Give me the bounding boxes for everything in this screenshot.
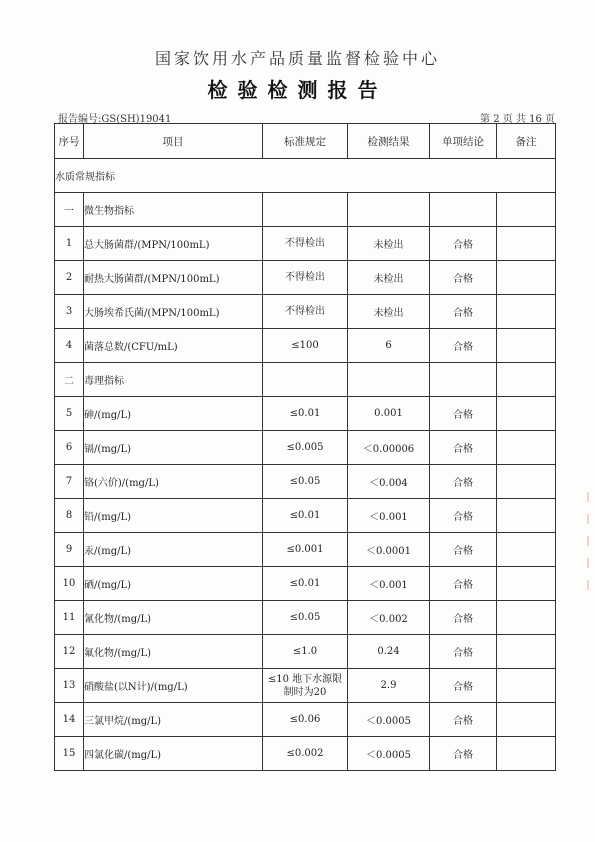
test-result: 6 (348, 329, 430, 363)
standard-value: ≤0.06 (263, 703, 348, 737)
conclusion: 合格 (430, 635, 497, 669)
remark (497, 329, 556, 363)
table-header-row (55, 124, 556, 159)
empty-cell (348, 363, 430, 397)
conclusion: 合格 (430, 737, 497, 771)
test-item: 氟化物/(mg/L) (84, 635, 263, 669)
col-header-no: 序号 (55, 124, 84, 159)
group-row (55, 193, 556, 227)
conclusion: 合格 (430, 227, 497, 261)
test-item: 氰化物/(mg/L) (84, 601, 263, 635)
test-result: 0.24 (348, 635, 430, 669)
conclusion: 合格 (430, 431, 497, 465)
group-name: 微生物指标 (84, 193, 263, 227)
report-title: 检验检测报告 (207, 78, 388, 102)
test-item: 耐热大肠菌群/(MPN/100mL) (84, 261, 263, 295)
table-row (55, 499, 556, 533)
remark (497, 261, 556, 295)
row-number: 1 (55, 227, 84, 261)
table-row (55, 601, 556, 635)
col-header-remark: 备注 (497, 124, 556, 159)
remark (497, 635, 556, 669)
test-result: 0.001 (348, 397, 430, 431)
conclusion: 合格 (430, 669, 497, 703)
row-number: 12 (55, 635, 84, 669)
remark (497, 737, 556, 771)
row-number: 13 (55, 669, 84, 703)
row-number: 14 (55, 703, 84, 737)
section-row (55, 159, 556, 193)
empty-cell (430, 193, 497, 227)
standard-value: 不得检出 (263, 261, 348, 295)
empty-cell (263, 193, 348, 227)
table-row (55, 397, 556, 431)
group-row (55, 363, 556, 397)
scan-edge-marks (585, 480, 591, 620)
conclusion: 合格 (430, 601, 497, 635)
group-index: 二 (55, 363, 84, 397)
table-row (55, 533, 556, 567)
standard-value: ≤100 (263, 329, 348, 363)
section-title: 水质常规指标 (55, 159, 556, 193)
table-row (55, 227, 556, 261)
row-number: 9 (55, 533, 84, 567)
conclusion: 合格 (430, 499, 497, 533)
standard-value: ≤0.002 (263, 737, 348, 771)
row-number: 4 (55, 329, 84, 363)
test-result: 2.9 (348, 669, 430, 703)
report-number: 报告编号:GS(SH)19041 (58, 114, 172, 125)
col-header-conclusion: 单项结论 (430, 124, 497, 159)
table-row (55, 703, 556, 737)
org-name: 国家饮用水产品质量监督检验中心 (154, 49, 440, 68)
empty-cell (497, 193, 556, 227)
test-item: 砷/(mg/L) (84, 397, 263, 431)
empty-cell (263, 363, 348, 397)
col-header-item: 项目 (84, 124, 263, 159)
standard-value: ≤10 地下水源限制时为20 (263, 669, 348, 703)
standard-value: 不得检出 (263, 227, 348, 261)
remark (497, 669, 556, 703)
conclusion: 合格 (430, 295, 497, 329)
table-body (55, 159, 556, 771)
row-number: 7 (55, 465, 84, 499)
remark (497, 533, 556, 567)
table-row (55, 737, 556, 771)
row-number: 10 (55, 567, 84, 601)
test-item: 铅/(mg/L) (84, 499, 263, 533)
row-number: 5 (55, 397, 84, 431)
standard-value: 不得检出 (263, 295, 348, 329)
table-row (55, 465, 556, 499)
empty-cell (430, 363, 497, 397)
remark (497, 295, 556, 329)
remark (497, 465, 556, 499)
test-result: ＜0.0005 (348, 703, 430, 737)
conclusion: 合格 (430, 465, 497, 499)
empty-cell (497, 363, 556, 397)
row-number: 3 (55, 295, 84, 329)
test-result: 未检出 (348, 261, 430, 295)
table-row (55, 567, 556, 601)
row-number: 15 (55, 737, 84, 771)
remark (497, 227, 556, 261)
conclusion: 合格 (430, 329, 497, 363)
standard-value: ≤1.0 (263, 635, 348, 669)
standard-value: ≤0.01 (263, 567, 348, 601)
test-result: ＜0.0005 (348, 737, 430, 771)
remark (497, 431, 556, 465)
standard-value: ≤0.005 (263, 431, 348, 465)
table-row (55, 669, 556, 703)
conclusion: 合格 (430, 533, 497, 567)
table-row (55, 635, 556, 669)
results-table (54, 123, 556, 771)
test-item: 菌落总数/(CFU/mL) (84, 329, 263, 363)
page-number: 第 2 页 共 16 页 (480, 114, 555, 125)
remark (497, 601, 556, 635)
test-item: 硒/(mg/L) (84, 567, 263, 601)
empty-cell (348, 193, 430, 227)
conclusion: 合格 (430, 397, 497, 431)
row-number: 6 (55, 431, 84, 465)
remark (497, 499, 556, 533)
test-item: 硝酸盐(以N计)/(mg/L) (84, 669, 263, 703)
test-result: 未检出 (348, 295, 430, 329)
standard-value: ≤0.01 (263, 499, 348, 533)
standard-value: ≤0.05 (263, 601, 348, 635)
table-row (55, 329, 556, 363)
test-item: 三氯甲烷/(mg/L) (84, 703, 263, 737)
test-result: ＜0.004 (348, 465, 430, 499)
test-item: 镉/(mg/L) (84, 431, 263, 465)
test-result: ＜0.002 (348, 601, 430, 635)
test-result: ＜0.00006 (348, 431, 430, 465)
test-item: 铬(六价)/(mg/L) (84, 465, 263, 499)
test-result: ＜0.001 (348, 567, 430, 601)
table-row (55, 431, 556, 465)
standard-value: ≤0.01 (263, 397, 348, 431)
test-result: 未检出 (348, 227, 430, 261)
remark (497, 703, 556, 737)
test-result: ＜0.0001 (348, 533, 430, 567)
test-item: 大肠埃希氏菌/(MPN/100mL) (84, 295, 263, 329)
remark (497, 567, 556, 601)
row-number: 2 (55, 261, 84, 295)
standard-value: ≤0.001 (263, 533, 348, 567)
row-number: 11 (55, 601, 84, 635)
conclusion: 合格 (430, 703, 497, 737)
test-item: 总大肠菌群/(MPN/100mL) (84, 227, 263, 261)
test-item: 四氯化碳/(mg/L) (84, 737, 263, 771)
table-row (55, 261, 556, 295)
group-index: 一 (55, 193, 84, 227)
conclusion: 合格 (430, 261, 497, 295)
test-item: 汞/(mg/L) (84, 533, 263, 567)
col-header-standard: 标准规定 (263, 124, 348, 159)
row-number: 8 (55, 499, 84, 533)
group-name: 毒理指标 (84, 363, 263, 397)
col-header-result: 检测结果 (348, 124, 430, 159)
remark (497, 397, 556, 431)
standard-value: ≤0.05 (263, 465, 348, 499)
test-result: ＜0.001 (348, 499, 430, 533)
conclusion: 合格 (430, 567, 497, 601)
table-row (55, 295, 556, 329)
